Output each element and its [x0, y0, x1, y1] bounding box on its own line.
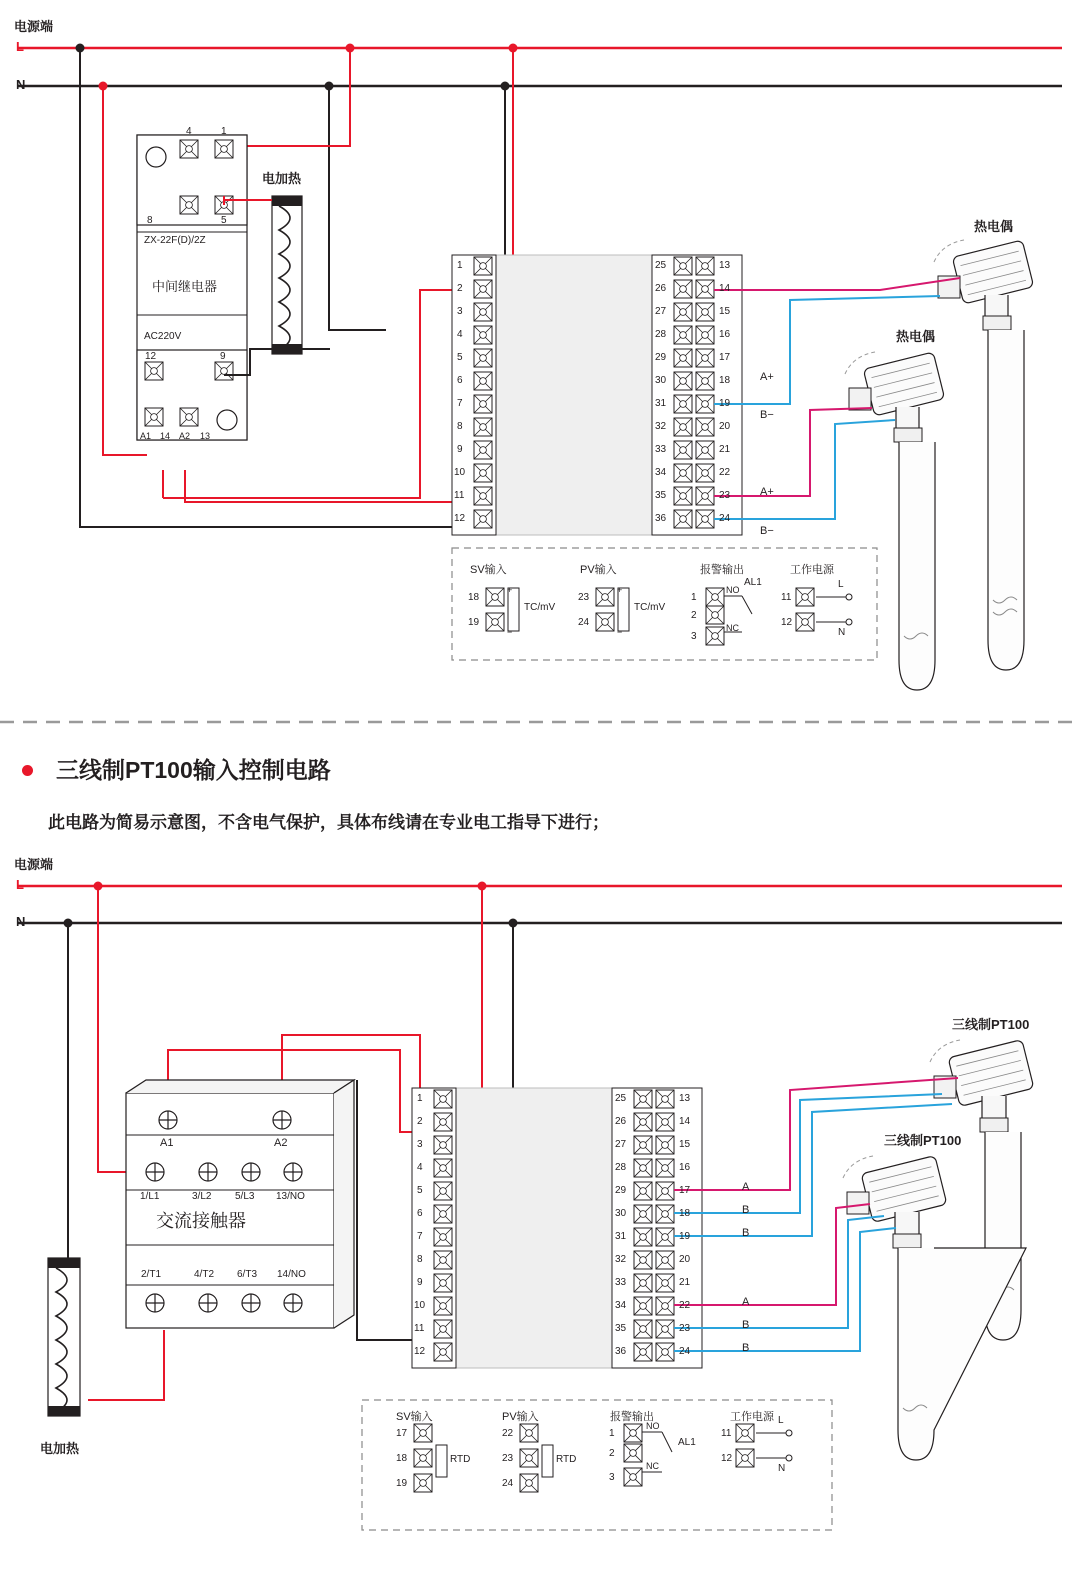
s2-right-term-l: 28 [615, 1162, 627, 1173]
s1-wire-mark: A+ [760, 371, 774, 383]
s1-neutral-label: N [16, 77, 26, 92]
s2-legend-n: N [778, 1463, 786, 1474]
s1-legend-term: 24 [578, 617, 590, 628]
s2-wire-mark: B [742, 1319, 750, 1331]
s1-right-term-r: 20 [719, 421, 731, 432]
s1-left-term: 10 [454, 467, 466, 478]
s1-right-term-r: 16 [719, 329, 731, 340]
s2-right-term-l: 32 [615, 1254, 627, 1265]
s1-right-term-l: 28 [655, 329, 667, 340]
s1-right-term-r: 13 [719, 260, 731, 271]
s1-relay-term-8: 8 [147, 215, 153, 226]
s1-legend-term: 12 [781, 617, 793, 628]
s2-legend-term: 19 [396, 1478, 408, 1489]
s2-term-l3: 5/L3 [235, 1191, 255, 1202]
s1-right-term-r: 15 [719, 306, 731, 317]
s2-legend-nc: NC [646, 1461, 659, 1471]
s2-coil-a2: A2 [274, 1137, 288, 1149]
s2-term-t1: 2/T1 [141, 1269, 162, 1280]
s1-legend-term: 11 [781, 592, 792, 603]
s1-relay-coil-14: 14 [160, 431, 171, 441]
s1-relay-model: ZX-22F(D)/2Z [144, 235, 206, 246]
s2-sensor-label-1: 三线制PT100 [952, 1017, 1030, 1032]
s1-legend-l: L [838, 579, 844, 590]
s1-right-term-r: 21 [719, 444, 731, 455]
s2-legend-term: 17 [396, 1428, 408, 1439]
s2-neutral-label: N [16, 914, 26, 929]
s2-right-term-l: 26 [615, 1116, 627, 1127]
s2-sensor-label-2: 三线制PT100 [884, 1133, 962, 1148]
s2-live-label: L [16, 877, 24, 892]
s1-right-term-r: 19 [719, 398, 731, 409]
s2-left-term: 11 [414, 1323, 425, 1334]
s1-legend-nc: NC [726, 623, 739, 633]
s2-right-term-r: 15 [679, 1139, 691, 1150]
s1-wire-mark: B− [760, 409, 774, 421]
s1-sensor-label-2: 热电偶 [896, 329, 936, 344]
s1-right-term-l: 29 [655, 352, 667, 363]
s1-right-term-r: 18 [719, 375, 731, 386]
s2-left-term: 3 [417, 1139, 423, 1150]
s1-legend-term: 18 [468, 592, 480, 603]
s1-left-term: 8 [457, 421, 463, 432]
s1-right-term-r: 14 [719, 283, 731, 294]
section2-subtitle: 此电路为简易示意图，不含电气保护，具体布线请在专业电工指导下进行； [48, 813, 609, 832]
s1-left-term: 12 [454, 513, 466, 524]
s1-relay-term-9: 9 [220, 351, 226, 362]
s1-live-label: L [16, 39, 24, 54]
s1-left-term: 6 [457, 375, 463, 386]
s2-right-term-r: 22 [679, 1300, 691, 1311]
s2-term-l1: 1/L1 [140, 1191, 160, 1202]
s2-left-term: 6 [417, 1208, 423, 1219]
s1-left-term: 2 [457, 283, 463, 294]
s2-left-term: 9 [417, 1277, 423, 1288]
s1-legend-title-power: 工作电源 [790, 564, 834, 576]
s2-coil-a1: A1 [160, 1137, 174, 1149]
s2-term-13no: 13/NO [276, 1191, 305, 1202]
s2-legend-title-sv: SV输入 [396, 1411, 433, 1423]
s1-left-term: 4 [457, 329, 463, 340]
s1-heater-label: 电加热 [262, 171, 302, 186]
s2-legend-term: 12 [721, 1453, 733, 1464]
s2-left-term: 5 [417, 1185, 423, 1196]
s1-legend-term: 23 [578, 592, 590, 603]
s1-right-term-l: 35 [655, 490, 667, 501]
s1-legend-type: TC/mV [634, 602, 666, 613]
s2-legend-no: NO [646, 1421, 660, 1431]
s2-wire-mark: A [742, 1181, 750, 1193]
s2-right-term-l: 25 [615, 1093, 627, 1104]
s1-legend-type: TC/mV [524, 602, 556, 613]
s1-right-term-l: 32 [655, 421, 667, 432]
s1-legend-plus: + [507, 585, 513, 595]
s2-left-term: 10 [414, 1300, 426, 1311]
s1-legend-title-alarm: 报警输出 [700, 564, 744, 576]
s1-wire-mark: A+ [760, 486, 774, 498]
s1-sensor-1 [934, 240, 1034, 670]
s2-legend-al1: AL1 [678, 1437, 696, 1448]
s2-term-t3: 6/T3 [237, 1269, 258, 1280]
s2-right-term-r: 13 [679, 1093, 691, 1104]
s1-relay-term-12: 12 [145, 351, 157, 362]
s2-right-term-r: 19 [679, 1231, 691, 1242]
s2-right-term-r: 24 [679, 1346, 691, 1357]
s2-right-term-r: 17 [679, 1185, 691, 1196]
s1-relay-term-4: 4 [186, 126, 192, 137]
s1-right-term-l: 33 [655, 444, 667, 455]
s2-left-term: 8 [417, 1254, 423, 1265]
s2-right-term-l: 33 [615, 1277, 627, 1288]
s2-legend-title-power: 工作电源 [730, 1411, 774, 1423]
s1-right-term-r: 23 [719, 490, 731, 501]
s1-right-term-l: 30 [655, 375, 667, 386]
s1-right-term-l: 27 [655, 306, 667, 317]
s1-wire-mark: B− [760, 525, 774, 537]
s1-sensor-2 [845, 352, 945, 690]
s2-contactor-name: 交流接触器 [156, 1211, 246, 1231]
s1-relay-term-1: 1 [221, 126, 227, 137]
s1-legend-title-sv: SV输入 [470, 564, 507, 576]
s2-term-t2: 4/T2 [194, 1269, 215, 1280]
s2-wire-mark: B [742, 1204, 750, 1216]
s2-heater-label: 电加热 [40, 1441, 80, 1456]
s1-legend-term: 1 [691, 592, 697, 603]
s2-left-term: 7 [417, 1231, 423, 1242]
s1-right-term-l: 34 [655, 467, 667, 478]
s1-left-term: 11 [454, 490, 465, 501]
s1-left-term: 1 [457, 260, 463, 271]
s2-right-term-r: 14 [679, 1116, 691, 1127]
s2-wire-mark: B [742, 1227, 750, 1239]
s2-right-term-r: 16 [679, 1162, 691, 1173]
s2-term-14no: 14/NO [277, 1269, 306, 1280]
s1-right-term-l: 26 [655, 283, 667, 294]
s1-legend-term: 19 [468, 617, 480, 628]
s2-right-term-l: 29 [615, 1185, 627, 1196]
s1-legend-minus: − [617, 627, 623, 637]
s2-wire-mark: A [742, 1296, 750, 1308]
s2-legend-title-pv: PV输入 [502, 1411, 539, 1423]
s1-sensor-label-1: 热电偶 [974, 219, 1014, 234]
s2-legend-term: 22 [502, 1428, 514, 1439]
s1-right-term-l: 36 [655, 513, 667, 524]
s1-legend-term: 3 [691, 631, 697, 642]
s2-left-term: 4 [417, 1162, 423, 1173]
s1-legend-al1: AL1 [744, 577, 762, 588]
s2-legend-title-alarm: 报警输出 [610, 1411, 654, 1423]
s1-right-term-r: 22 [719, 467, 731, 478]
s2-right-term-l: 27 [615, 1139, 627, 1150]
s2-legend-term: 24 [502, 1478, 514, 1489]
s2-right-term-r: 20 [679, 1254, 691, 1265]
s2-legend-type: RTD [450, 1454, 471, 1465]
s2-left-term: 2 [417, 1116, 423, 1127]
s2-right-term-l: 36 [615, 1346, 627, 1357]
s2-legend-type: RTD [556, 1454, 577, 1465]
s2-right-term-l: 35 [615, 1323, 627, 1334]
s1-left-term: 7 [457, 398, 463, 409]
s1-right-term-r: 24 [719, 513, 731, 524]
s1-left-term: 3 [457, 306, 463, 317]
s2-left-term: 12 [414, 1346, 426, 1357]
s1-left-term: 5 [457, 352, 463, 363]
section2-title: 三线制PT100输入控制电路 [56, 757, 331, 783]
s2-right-term-l: 30 [615, 1208, 627, 1219]
s2-right-term-r: 18 [679, 1208, 691, 1219]
s1-relay-term-5: 5 [221, 215, 227, 226]
s2-term-l2: 3/L2 [192, 1191, 212, 1202]
s1-relay-coil-13: 13 [200, 431, 211, 441]
s2-left-term: 1 [417, 1093, 423, 1104]
section2-bullet [22, 765, 33, 776]
s2-wire-mark: B [742, 1342, 750, 1354]
s1-left-term: 9 [457, 444, 463, 455]
s2-legend-l: L [778, 1415, 784, 1426]
s2-legend-term: 23 [502, 1453, 514, 1464]
s1-right-term-r: 17 [719, 352, 731, 363]
s1-right-term-l: 25 [655, 260, 667, 271]
s1-legend-no: NO [726, 585, 740, 595]
s1-legend-minus: − [507, 627, 513, 637]
s1-legend-title-pv: PV输入 [580, 564, 617, 576]
s2-legend-term: 18 [396, 1453, 408, 1464]
s2-right-term-r: 23 [679, 1323, 691, 1334]
s1-legend-term: 2 [691, 610, 697, 621]
s2-right-term-l: 34 [615, 1300, 627, 1311]
s2-power-label: 电源端 [14, 857, 54, 872]
s2-right-term-r: 21 [679, 1277, 691, 1288]
s2-legend-term: 11 [721, 1428, 732, 1439]
s1-relay-coil-a1: A1 [140, 431, 152, 441]
s1-right-term-l: 31 [655, 398, 667, 409]
s1-relay-coil-a2: A2 [179, 431, 191, 441]
s2-legend-term: 2 [609, 1448, 615, 1459]
s2-right-term-l: 31 [615, 1231, 627, 1242]
s1-legend-n: N [838, 627, 846, 638]
s2-legend-term: 3 [609, 1472, 615, 1483]
s1-legend-plus: + [617, 585, 623, 595]
s1-relay-name: 中间继电器 [152, 279, 218, 294]
s1-power-label: 电源端 [14, 19, 54, 34]
s1-relay-voltage: AC220V [144, 331, 182, 342]
s2-legend-term: 1 [609, 1428, 615, 1439]
